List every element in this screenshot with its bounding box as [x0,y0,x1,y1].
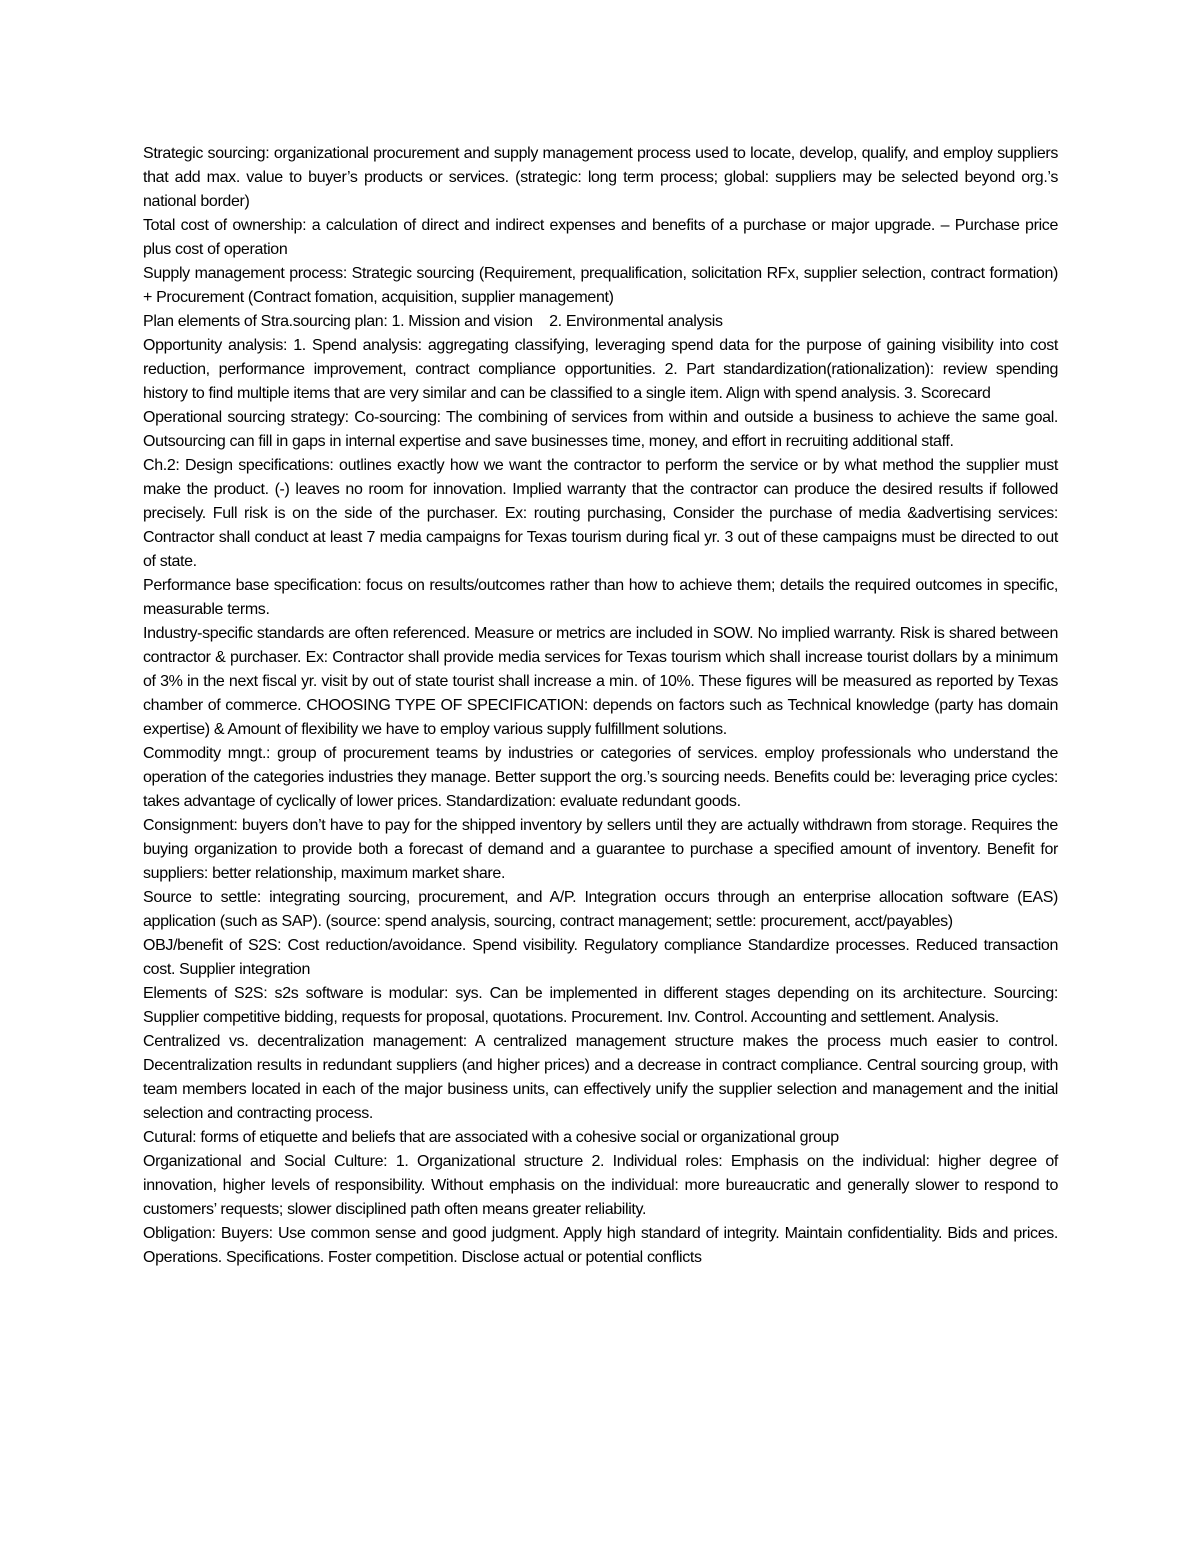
paragraph-performance-base-specification: Performance base specification: focus on results/outcomes rather than how to achieve them; details the required outcomes in specific, measurable terms. [143,577,1058,618]
paragraph-s2s-benefits: OBJ/benefit of S2S: Cost reduction/avoidance. Spend visibility. Regulatory compliance Standardize processes. Reduced transaction cost. Supplier integration [143,937,1058,978]
paragraph-plan-elements: Plan elements of Stra.sourcing plan: 1. Mission and vision 2. Environmental analysis [143,313,723,330]
paragraph-organizational-social-culture: Organizational and Social Culture: 1. Organizational structure 2. Individual roles: Emphasis on the individual: higher degree of innovation, higher levels of responsibility. Without emphasis on the individual: more bureaucratic and generally slower to respond to customers’ requests; slower disciplined path often means greater reliability. [143,1153,1058,1218]
paragraph-supply-management-process: Supply management process: Strategic sourcing (Requirement, prequalification, solicitation RFx, supplier selection, contract formation) + Procurement (Contract fomation, acquisition, supplier management) [143,265,1058,306]
paragraph-centralized-vs-decentralized: Centralized vs. decentralization management: A centralized management structure makes the process much easier to control. Decentralization results in redundant suppliers (and higher prices) and a decrease in contract compliance. Central sourcing group, with team members located in each of the major business units, can effectively unify the supplier selection and management and the initial selection and contracting process. [143,1033,1058,1122]
paragraph-strategic-sourcing: Strategic sourcing: organizational procurement and supply management process used to locate, develop, qualify, and employ suppliers that add max. value to buyer’s products or services. (strategic: long term process; global: suppliers may be selected beyond org.’s national border) [143,145,1058,210]
paragraph-consignment: Consignment: buyers don’t have to pay for the shipped inventory by sellers until they are actually withdrawn from storage. Requires the buying organization to provide both a forecast of demand and a guarantee to purchase a specified amount of inventory. Benefit for suppliers: better relationship, maximum market share. [143,817,1058,882]
paragraph-obligation: Obligation: Buyers: Use common sense and good judgment. Apply high standard of integrity. Maintain confidentiality. Bids and prices. Operations. Specifications. Foster competition. Disclose actual or potential conflicts [143,1225,1058,1266]
paragraph-total-cost-of-ownership: Total cost of ownership: a calculation of direct and indirect expenses and benefits of a purchase or major upgrade. – Purchase price plus cost of operation [143,217,1058,258]
paragraph-opportunity-analysis: Opportunity analysis: 1. Spend analysis: aggregating classifying, leveraging spend data for the purpose of gaining visibility into cost reduction, performance improvement, contract compliance opportunities. 2. Part standardization(rationalization): review spending history to find multiple items that are very similar and can be classified to a single item. Align with spend analysis. 3. Scorecard [143,337,1058,402]
paragraph-source-to-settle: Source to settle: integrating sourcing, procurement, and A/P. Integration occurs through an enterprise allocation software (EAS) application (such as SAP). (source: spend analysis, sourcing, contract management; settle: procurement, acct/payables) [143,889,1058,930]
document-body [143,142,1058,1270]
paragraph-cultural: Cutural: forms of etiquette and beliefs that are associated with a cohesive social or organizational group [143,1129,839,1146]
paragraph-industry-specific-standards: Industry-specific standards are often referenced. Measure or metrics are included in SOW. No implied warranty. Risk is shared between contractor & purchaser. Ex: Contractor shall provide media services for Texas tourism which shall increase tourist dollars by a minimum of 3% in the next fiscal yr. visit by out of state tourist shall increase a min. of 10%. These figures will be measured as reported by Texas chamber of commerce. CHOOSING TYPE OF SPECIFICATION: depends on factors such as Technical knowledge (party has domain expertise) & Amount of flexibility we have to employ various supply fulfillment solutions. [143,625,1058,738]
paragraph-operational-sourcing-strategy: Operational sourcing strategy: Co-sourcing: The combining of services from within and outside a business to achieve the same goal. Outsourcing can fill in gaps in internal expertise and save businesses time, money, and effort in recruiting additional staff. [143,409,1058,450]
paragraph-s2s-elements: Elements of S2S: s2s software is modular: sys. Can be implemented in different stages depending on its architecture. Sourcing: Supplier competitive bidding, requests for proposal, quotations. Procurement. Inv. Control. Accounting and settlement. Analysis. [143,985,1058,1026]
paragraph-commodity-management: Commodity mngt.: group of procurement teams by industries or categories of services. employ professionals who understand the operation of the categories industries they manage. Better support the org.’s sourcing needs. Benefits could be: leveraging price cycles: takes advantage of cyclically of lower prices. Standardization: evaluate redundant goods. [143,745,1058,810]
paragraph-design-specifications: Ch.2: Design specifications: outlines exactly how we want the contractor to perform the service or by what method the supplier must make the product. (-) leaves no room for innovation. Implied warranty that the contractor can produce the desired results if followed precisely. Full risk is on the side of the purchaser. Ex: routing purchasing, Consider the purchase of media &advertising services: Contractor shall conduct at least 7 media campaigns for Texas tourism during fical yr. 3 out of these campaigns must be directed to out of state. [143,457,1058,570]
